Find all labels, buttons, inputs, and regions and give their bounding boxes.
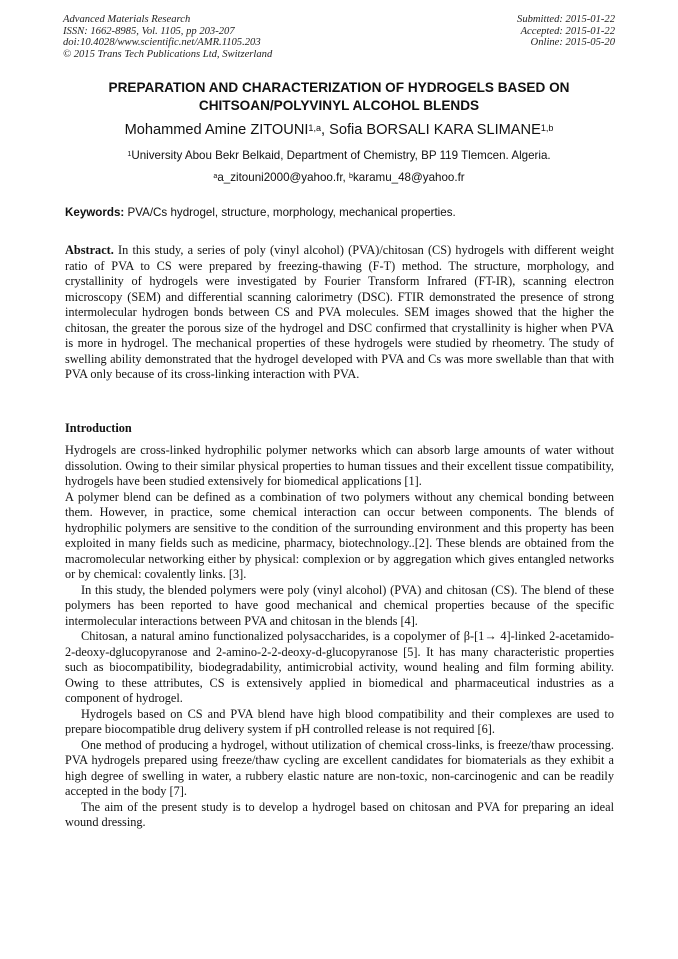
paragraph: Hydrogels are cross-linked hydrophilic polymer networks which can absorb large amounts of water without dissolution. Owing to their similar physical properties to human tissues and their excellent tissue compatibility, hydrogels have been studied extensively for biomedical applications [1]. — [65, 443, 614, 488]
keywords — [65, 205, 615, 221]
keywords-text: PVA/Cs hydrogel, structure, morphology, mechanical properties. — [124, 206, 456, 219]
paragraph: Chitosan, a natural amino functionalized polysaccharides, is a copolymer of β-[1→ 4]-linked 2-acetamido-2-deoxy-dglucopyranose and 2-amino-2-2-deoxy-d-glucopyranose [5]. It has many characteristic properties such as biocompatibility, biodegradability, antimicrobial activity, wound healing and film forming ability. Owing to these attributes, CS is extensively applied in biomedical and pharmaceutical industries as a component of hydrogel. — [65, 629, 614, 705]
author-name: Sofia BORSALI KARA SLIMANE — [329, 122, 541, 138]
author-separator: , — [321, 122, 330, 138]
email-marker: b — [349, 171, 353, 181]
accepted-date: Accepted: 2015-01-22 — [520, 25, 615, 37]
affiliation-text: University Abou Bekr Belkaid, Department of Chemistry, BP 119 Tlemcen. Algeria. — [131, 149, 551, 162]
email-link[interactable]: a_zitouni2000@yahoo.fr — [217, 171, 343, 184]
abstract-label: Abstract. — [65, 243, 114, 257]
journal-issn: ISSN: 1662-8985, Vol. 1105, pp 203-207 — [63, 25, 235, 37]
journal-header-right — [517, 14, 615, 49]
author-name: Mohammed Amine ZITOUNI — [124, 122, 309, 138]
journal-copyright: © 2015 Trans Tech Publications Ltd, Switzerland — [63, 48, 273, 60]
author-affiliation-marker: 1,b — [540, 122, 554, 133]
affiliation — [40, 148, 638, 164]
email-separator: , — [342, 171, 349, 184]
abstract — [65, 243, 614, 383]
author-affiliation-marker: 1,a — [308, 122, 321, 133]
paper-title-line-1: PREPARATION AND CHARACTERIZATION OF HYDROGELS BASED ON — [108, 80, 570, 95]
introduction-body — [65, 443, 614, 831]
submitted-date: Submitted: 2015-01-22 — [517, 14, 615, 25]
paragraph: Hydrogels based on CS and PVA blend have high blood compatibility and their complexes are used to prepare biocompatible drug delivery system if pH controlled release is not required [6]. — [65, 706, 614, 736]
abstract-text: In this study, a series of poly (vinyl alcohol) (PVA)/chitosan (CS) hydrogels with different weight ratio of PVA to CS were prepared by freezing-thawing (F-T) method. The structure, morphology, and crystallinity of hydrogels were investigated by Fourier Transform Infrared (FT-IR), scanning electron microscopy (SEM) and differential scanning calorimetry (DSC). FTIR demonstrated the presence of strong intermolecular hydrogen bonds between CS and PVA molecules. SEM images showed that the higher the chitosan, the greater the porous size of the hydrogel and DSC confirmed that crystallinity is higher when PVA is more in hydrogel. The mechanical properties of these hydrogels were studied by rheometry. The study of swelling ability demonstrated that the hydrogel developed with PVA and Cs was more swellable than that with PVA only because of its cross-linking interaction with PVA. — [65, 243, 614, 381]
journal-name: Advanced Materials Research — [63, 14, 191, 25]
paragraph: One method of producing a hydrogel, without utilization of chemical cross-links, is freeze/thaw processing. PVA hydrogels prepared using freeze/thaw cycling are excellent candidates for biomaterials as they exhibit a high degree of swelling in water, a rubbery elastic nature are non-toxic, non-carcinogenic and can be readily accepted in the body [7]. — [65, 737, 614, 798]
author-emails — [40, 170, 638, 186]
paper-title — [40, 79, 638, 115]
paragraph: The aim of the present study is to develop a hydrogel based on chitosan and PVA for preparing an ideal wound dressing. — [65, 799, 614, 829]
journal-header-left — [63, 14, 272, 60]
email-link[interactable]: karamu_48@yahoo.fr — [353, 171, 465, 184]
journal-doi: doi:10.4028/www.scientific.net/AMR.1105.203 — [63, 37, 261, 49]
keywords-label: Keywords: — [65, 206, 125, 219]
affiliation-marker: 1 — [127, 149, 132, 159]
paragraph: A polymer blend can be defined as a combination of two polymers without any chemical bonding between them. However, in practice, some chemical interaction can occur between components. The blends of hydrophilic polymers are sensitive to the condition of the surrounding environment and this property has been exploited in many fields such as medicine, pharmacy, biotechnology..[2]. These blends are obtained from the macromolecular networking either by physical: complexion or by aggregation which gives entangled networks or by chemical: covalently links. [3]. — [65, 489, 614, 581]
author-list — [40, 121, 638, 139]
paper-title-line-2: CHITSOAN/POLYVINYL ALCOHOL BLENDS — [198, 98, 480, 113]
online-date: Online: 2015-05-20 — [530, 37, 615, 49]
paragraph: In this study, the blended polymers were poly (vinyl alcohol) (PVA) and chitosan (CS). The blend of these polymers has been reported to have good mechanical and chemical properties because of the specific intermolecular interactions between PVA and chitosan in the blends [4]. — [65, 582, 614, 628]
email-marker: a — [213, 171, 218, 181]
section-heading-introduction: Introduction — [65, 421, 132, 435]
